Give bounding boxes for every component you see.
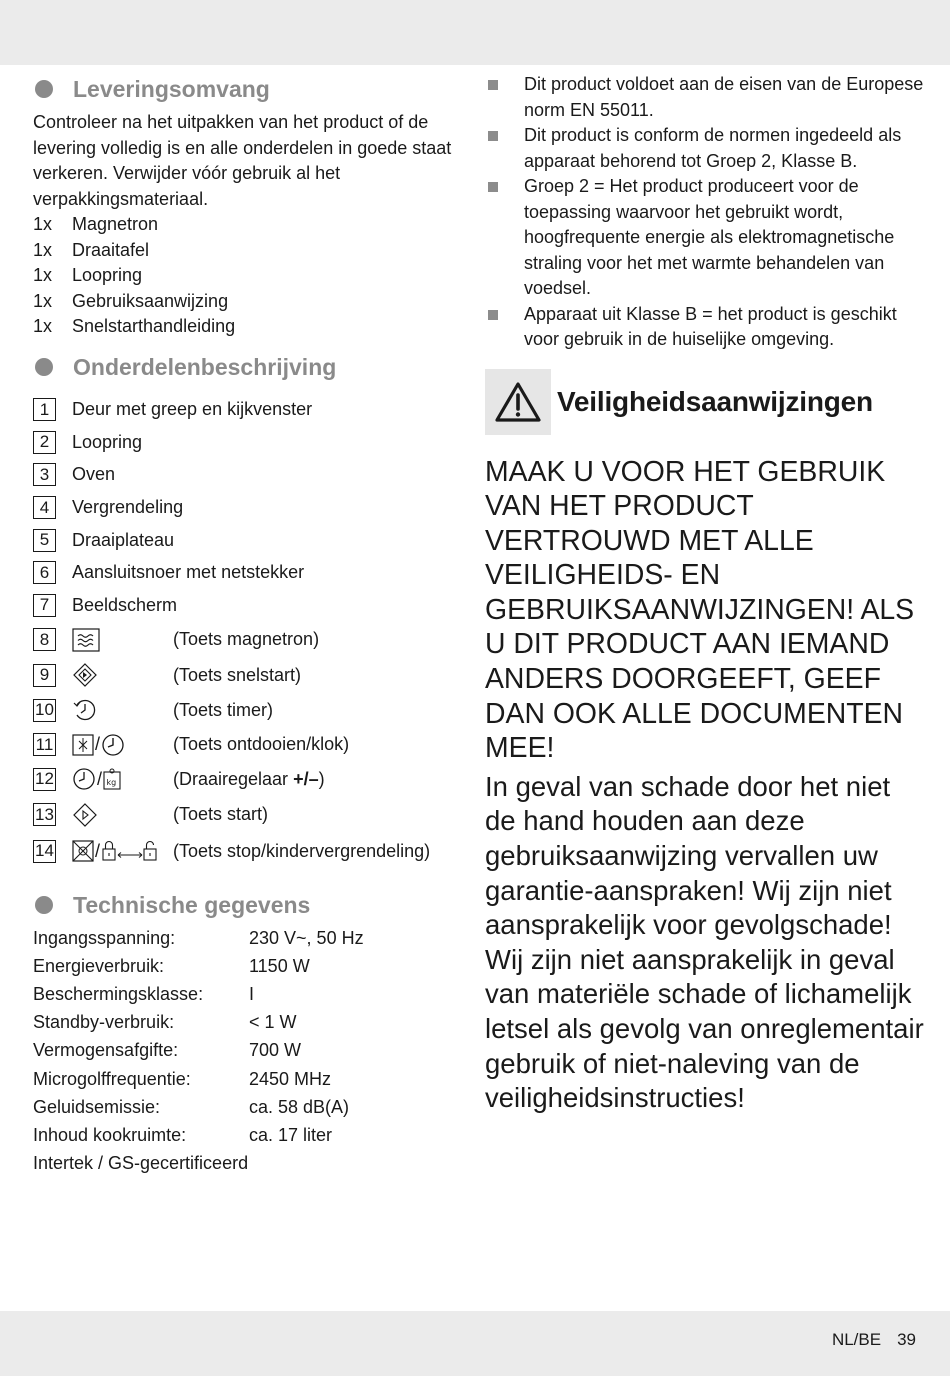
part-number: 5 xyxy=(33,529,56,552)
tech-table xyxy=(33,924,453,1178)
delivery-section-title xyxy=(33,72,453,106)
part-label: (Toets snelstart) xyxy=(173,664,302,685)
table-row xyxy=(33,1008,453,1036)
parts-list xyxy=(33,394,453,870)
table-row xyxy=(33,952,453,980)
stop-childlock-icon: / xyxy=(72,838,173,864)
microwave-wave-icon xyxy=(72,627,173,653)
part-label: (Toets stop/kindervergrendeling) xyxy=(173,840,431,861)
square-bullet-icon xyxy=(488,182,498,192)
part-label-suffix: ) xyxy=(318,768,325,789)
spec-key: Beschermingsklasse: xyxy=(33,984,204,1005)
table-row xyxy=(33,1065,453,1093)
part-label: (Toets magnetron) xyxy=(173,629,320,650)
part-label: Draaiplateau xyxy=(72,529,175,550)
part-label: Oven xyxy=(72,464,116,485)
part-label: Vergrendeling xyxy=(72,497,184,518)
clock-weight-icon: / kg xyxy=(72,766,173,792)
compliance-list xyxy=(485,72,925,353)
quickstart-icon xyxy=(72,662,173,688)
spec-value: ca. 58 dB(A) xyxy=(249,1096,350,1117)
spec-key: Geluidsemissie: xyxy=(33,1096,161,1117)
compliance-text: Dit product is conform de normen ingedeeld als apparaat behorend tot Groep 2, Klasse B. xyxy=(524,125,902,171)
defrost-clock-icon: / xyxy=(72,732,173,758)
spec-value: < 1 W xyxy=(249,1012,297,1033)
list-item xyxy=(33,289,453,315)
timer-icon xyxy=(72,697,173,723)
part-number: 3 xyxy=(33,463,56,486)
compliance-text: Apparaat uit Klasse B = het product is geschikt voor gebruik in de huiselijke omgeving. xyxy=(524,303,897,349)
part-row xyxy=(33,693,453,728)
part-label xyxy=(173,769,325,790)
part-label-prefix: (Draairegelaar xyxy=(173,768,294,789)
delivery-intro: Controleer na het uitpakken van het product of de levering volledig is en alle onderdelen in goede staat verkeren. Verwijder vóór gebruik al het verpakkingsmateriaal. xyxy=(33,112,452,209)
item-qty: 1x xyxy=(33,239,53,260)
delivery-items-list xyxy=(33,212,453,340)
bullet-dot-icon xyxy=(35,358,53,376)
part-number: 14 xyxy=(33,840,56,863)
spec-value: 1150 W xyxy=(249,955,310,976)
spec-key: Vermogensafgifte: xyxy=(33,1040,179,1061)
parts-title-text: Onderdelenbeschrijving xyxy=(73,353,337,380)
left-column xyxy=(33,72,453,1177)
warning-triangle-icon xyxy=(485,369,551,435)
start-icon xyxy=(72,802,173,828)
safety-heading xyxy=(485,369,925,435)
part-label: (Toets start) xyxy=(173,804,269,825)
list-item xyxy=(33,314,453,340)
list-item xyxy=(33,238,453,264)
part-label-bold: +/– xyxy=(293,768,319,789)
spec-value: 700 W xyxy=(249,1040,302,1061)
spec-key: Standby-verbruik: xyxy=(33,1012,175,1033)
part-row xyxy=(33,762,453,797)
part-label: Beeldscherm xyxy=(72,594,178,615)
right-column xyxy=(485,72,925,1116)
list-item xyxy=(33,263,453,289)
safety-caps-warning: MAAK U VOOR HET GEBRUIK VAN HET PRODUCT VERTROUWD MET ALLE VEILIGHEIDS- EN GEBRUIKSAANWIJZINGEN! ALS U DIT PRODUCT AAN IEMAND ANDERS DOORGEEFT, GEEF DAN OOK ALLE DOCUMENTEN MEE! xyxy=(485,455,915,765)
svg-text:kg: kg xyxy=(106,778,117,788)
part-label: Loopring xyxy=(72,431,143,452)
part-number: 6 xyxy=(33,561,56,584)
part-row xyxy=(33,491,453,524)
footer-band xyxy=(0,1311,950,1376)
item-qty: 1x xyxy=(33,316,53,336)
tech-section-title xyxy=(33,888,453,922)
safety-liability-text: In geval van schade door het niet de hand houden aan deze gebruiksaanwijzing vervallen uw garantie-aanspraken! Wij zijn niet aansprakelijk voor gevolgschade! Wij zijn niet aansprakelijk in geval van materiële schade of lichamelijk letsel als gevolg van onreglementair gebruik of niet-naleving van de veiligheidsinstructies! xyxy=(485,770,924,1114)
table-row xyxy=(33,1036,453,1064)
table-row xyxy=(33,980,453,1008)
item-qty: 1x xyxy=(33,214,53,234)
certification-note: Intertek / GS-gecertificeerd xyxy=(33,1153,249,1174)
tech-title-text: Technische gegevens xyxy=(73,891,311,918)
square-bullet-icon xyxy=(488,131,498,141)
part-number: 11 xyxy=(33,733,56,756)
part-row xyxy=(33,797,453,833)
part-row xyxy=(33,658,453,693)
spec-value: 230 V~, 50 Hz xyxy=(249,927,364,948)
part-number: 9 xyxy=(33,664,56,687)
spec-value: ca. 17 liter xyxy=(249,1125,333,1146)
spec-key: Ingangsspanning: xyxy=(33,927,176,948)
spec-value: 2450 MHz xyxy=(249,1068,332,1089)
header-band xyxy=(0,0,950,65)
bullet-dot-icon xyxy=(35,896,53,914)
page-number: 39 xyxy=(897,1330,916,1349)
table-row xyxy=(33,924,453,952)
part-label: Aansluitsnoer met netstekker xyxy=(72,562,305,583)
table-row xyxy=(33,1093,453,1121)
part-row xyxy=(33,589,453,622)
part-number: 10 xyxy=(33,699,56,722)
item-qty: 1x xyxy=(33,290,53,311)
list-item xyxy=(485,72,925,123)
part-row xyxy=(33,728,453,762)
part-row xyxy=(33,622,453,658)
compliance-text: Dit product voldoet aan de eisen van de Europese norm EN 55011. xyxy=(524,74,924,120)
square-bullet-icon xyxy=(488,80,498,90)
spec-value: I xyxy=(249,984,255,1005)
part-label: Deur met greep en kijkvenster xyxy=(72,399,313,420)
language-code: NL/BE xyxy=(831,1330,882,1349)
table-row xyxy=(33,1121,453,1149)
compliance-text: Groep 2 = Het product produceert voor de toepassing waarvoor het gebruikt wordt, hoogfrequente energie als elektromagnetische straling voor het met warmte behandelen van voedsel. xyxy=(524,176,895,298)
parts-section-title xyxy=(33,350,453,384)
list-item xyxy=(33,212,453,238)
item-name: Loopring xyxy=(72,265,143,285)
part-number: 13 xyxy=(33,803,56,826)
bullet-dot-icon xyxy=(35,80,53,98)
part-row xyxy=(33,556,453,589)
part-number: 1 xyxy=(33,398,56,421)
part-number: 2 xyxy=(33,431,56,454)
part-number: 8 xyxy=(33,628,56,651)
part-number: 7 xyxy=(33,594,56,617)
safety-title: Veiligheidsaanwijzingen xyxy=(557,385,873,417)
item-name: Snelstarthandleiding xyxy=(72,316,236,336)
part-number: 4 xyxy=(33,496,56,519)
item-name: Magnetron xyxy=(72,214,159,234)
square-bullet-icon xyxy=(488,310,498,320)
page-footer xyxy=(832,1330,916,1350)
delivery-title-text: Leveringsomvang xyxy=(73,76,270,102)
list-item xyxy=(485,302,925,353)
part-row xyxy=(33,426,453,459)
part-label: (Toets ontdooien/klok) xyxy=(173,734,350,755)
part-row xyxy=(33,459,453,492)
part-row xyxy=(33,394,453,427)
spec-key: Energieverbruik: xyxy=(33,955,165,976)
list-item xyxy=(485,123,925,174)
part-number: 12 xyxy=(33,768,56,791)
item-qty: 1x xyxy=(33,265,53,285)
spec-key: Inhoud kookruimte: xyxy=(33,1125,187,1146)
part-row xyxy=(33,524,453,557)
part-label: (Toets timer) xyxy=(173,699,274,720)
spec-key: Microgolffrequentie: xyxy=(33,1068,191,1089)
list-item xyxy=(485,174,925,302)
part-row xyxy=(33,833,453,870)
item-name: Gebruiksaanwijzing xyxy=(72,290,229,311)
item-name: Draaitafel xyxy=(72,239,150,260)
